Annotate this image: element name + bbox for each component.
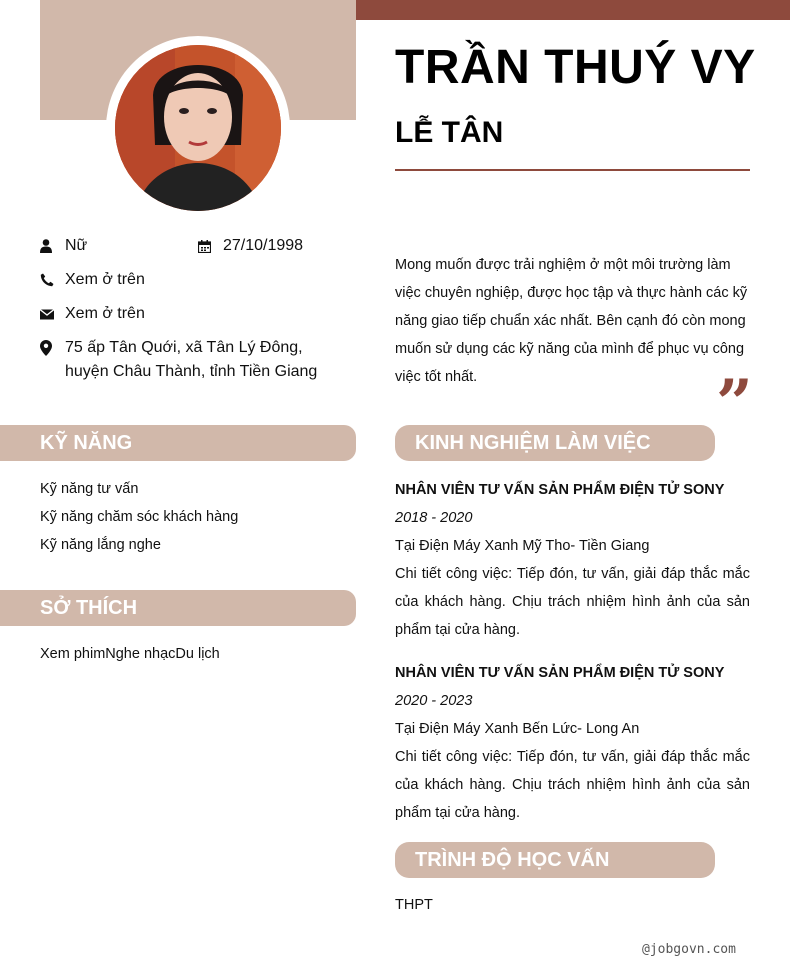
skills-heading: KỸ NĂNG (0, 425, 356, 461)
job-place: Tại Điện Máy Xanh Mỹ Tho- Tiền Giang (395, 538, 650, 554)
education-heading: TRÌNH ĐỘ HỌC VẤN (395, 842, 715, 878)
address-value (65, 336, 317, 384)
email-row (40, 302, 145, 326)
email-value: Xem ở trên (65, 305, 145, 322)
quote-icon: ” (716, 366, 749, 441)
job-title: NHÂN VIÊN TƯ VẤN SẢN PHẨM ĐIỆN TỬ SONY (395, 665, 725, 681)
phone-row (40, 268, 145, 292)
hobbies-heading: SỞ THÍCH (0, 590, 356, 626)
map-pin-icon (40, 336, 65, 360)
birthday-row (198, 234, 303, 258)
address-line-2: huyện Châu Thành, tỉnh Tiền Giang (65, 363, 318, 380)
experience-heading: KINH NGHIỆM LÀM VIỆC (395, 425, 715, 461)
calendar-icon (198, 234, 223, 258)
job-dates: 2020 - 2023 (395, 693, 473, 709)
job-entry (395, 476, 750, 644)
job-entry (395, 659, 750, 827)
job-details: Chi tiết công việc: Tiếp đón, tư vấn, giải đáp thắc mắc của khách hàng. Chịu trách nhiệm hình ảnh của sản phẩm tại cửa hàng. (395, 566, 750, 638)
phone-icon (40, 268, 65, 292)
education-text: THPT (395, 897, 433, 913)
person-icon (40, 234, 65, 258)
gender-row (40, 234, 87, 258)
hobbies-text: Xem phimNghe nhạcDu lịch (40, 646, 220, 662)
avatar (115, 45, 281, 211)
job-place: Tại Điện Máy Xanh Bến Lức- Long An (395, 721, 640, 737)
job-dates: 2018 - 2020 (395, 510, 473, 526)
career-objective: Mong muốn được trải nghiệm ở một môi trường làm việc chuyên nghiệp, được học tập và thực hành các kỹ năng giao tiếp chuẩn xác nhất. Bên cạnh đó còn mong muốn sử dụng các kỹ năng của mình để phục vụ công việc tốt nhất. (395, 257, 748, 385)
gender-value: Nữ (65, 237, 88, 254)
address-row (40, 336, 317, 384)
skill-item: Kỹ năng lắng nghe (40, 537, 161, 553)
phone-value: Xem ở trên (65, 271, 145, 288)
avatar-photo (115, 45, 281, 211)
skill-item: Kỹ năng tư vấn (40, 481, 139, 497)
name-divider (395, 169, 750, 171)
job-details: Chi tiết công việc: Tiếp đón, tư vấn, giải đáp thắc mắc của khách hàng. Chịu trách nhiệm hình ảnh của sản phẩm tại cửa hàng. (395, 749, 750, 821)
birthday-value: 27/10/1998 (223, 237, 304, 254)
address-line-1: 75 ấp Tân Quới, xã Tân Lý Đông, (65, 339, 303, 356)
job-title: NHÂN VIÊN TƯ VẤN SẢN PHẨM ĐIỆN TỬ SONY (395, 482, 725, 498)
top-accent-bar (356, 0, 790, 20)
candidate-name: TRẦN THUÝ VY (395, 41, 756, 94)
skill-item: Kỹ năng chăm sóc khách hàng (40, 509, 239, 525)
watermark: @jobgovn.com (642, 942, 736, 957)
mail-icon (40, 302, 65, 326)
candidate-position: LỄ TÂN (395, 116, 504, 149)
